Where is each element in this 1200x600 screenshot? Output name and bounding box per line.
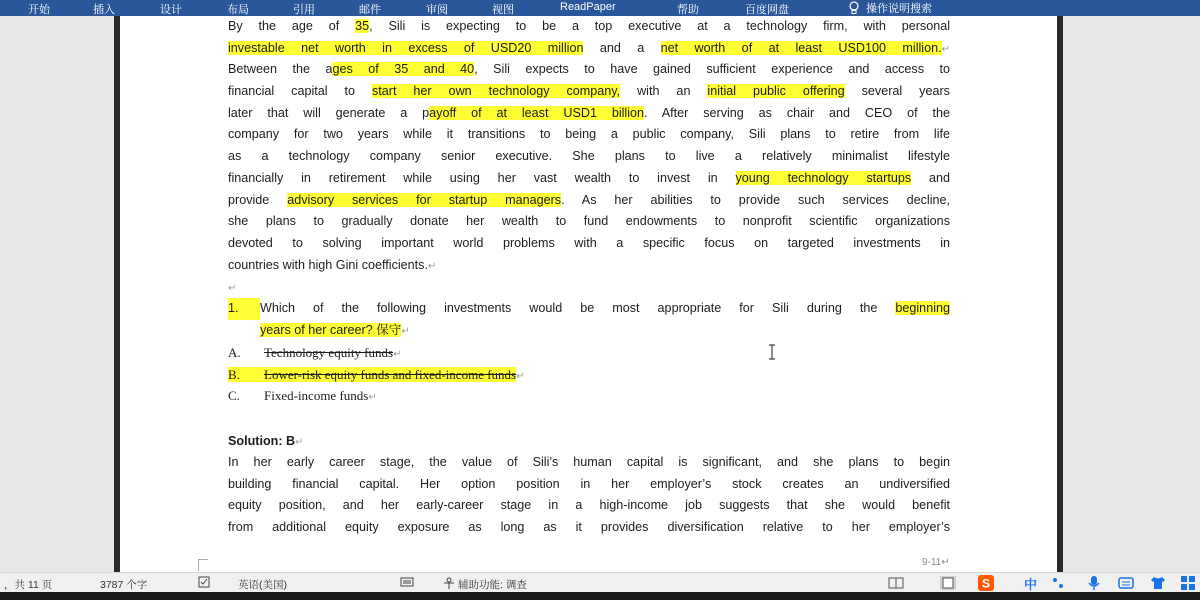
lightbulb-icon [848, 1, 860, 15]
paragraph-line [228, 255, 950, 277]
text-run: financially in retirement while using her vast wealth to invest in [228, 170, 736, 185]
text-run: and [911, 170, 951, 185]
svg-text:S: S [981, 576, 991, 591]
question-text-line2: years of her career? 保守 [260, 322, 402, 337]
solution-paragraph[interactable] [228, 452, 950, 539]
page-number: 9-11↵ [922, 557, 950, 568]
page-right-edge [1057, 16, 1063, 572]
solution-title-text: Solution: B [228, 434, 296, 448]
option-a[interactable] [228, 342, 401, 364]
status-bar [0, 572, 1200, 592]
highlighted-text: net worth of at least USD100 million. [660, 40, 942, 55]
document-workspace [0, 16, 1200, 572]
skin-shirt-icon[interactable] [1150, 575, 1166, 591]
option-a-letter: A. [228, 345, 241, 360]
text-run: as a technology company senior executive. She plans to live a relatively minimalist lifestyle [228, 149, 950, 164]
highlighted-text: ayoff of at least USD1 billion [429, 105, 645, 120]
sogou-input-icon[interactable] [978, 575, 994, 591]
tell-me-label: 操作说明搜索 [866, 3, 932, 15]
paragraph-mark: ↵ [401, 325, 410, 337]
paragraph-line [228, 16, 950, 38]
paragraph-line [228, 233, 950, 255]
tab-review[interactable]: 审阅 [426, 4, 448, 16]
paragraph-mark: ↵ [295, 437, 304, 448]
highlighted-text: advisory services for startup managers [287, 192, 562, 207]
footer-crop-mark [198, 559, 208, 571]
tab-help[interactable]: 帮助 [677, 4, 699, 16]
paragraph-line [228, 211, 950, 233]
paragraph-line [228, 59, 950, 81]
option-b[interactable] [228, 364, 524, 386]
macro-icon[interactable] [400, 576, 414, 588]
text-run: countries with high Gini coefficients. [228, 257, 428, 272]
language-indicator[interactable]: 英语(美国) [238, 579, 287, 591]
page-count[interactable]: ，共 11 页 [4, 579, 53, 591]
tab-insert[interactable]: 插入 [93, 4, 115, 16]
option-c-text: Fixed-income funds [264, 388, 369, 403]
highlighted-text: start her own technology company, [371, 84, 621, 99]
tell-me-search[interactable] [848, 0, 932, 16]
ime-mode-chinese[interactable]: 中 [1024, 577, 1038, 592]
document-page[interactable] [120, 16, 1057, 572]
paragraph-mark: ↵ [393, 349, 402, 360]
paragraph-line [228, 124, 950, 146]
text-run: , Sili is expecting to be a top executive at a technology firm, with personal [369, 19, 951, 33]
ribbon-tab-bar [0, 0, 1200, 16]
tab-readpaper[interactable]: ReadPaper [560, 1, 616, 13]
solution-line: In her early career stage, the value of Sili’s human capital is significant, and she plans to begin [228, 455, 950, 469]
paragraph-mark: ↵ [427, 260, 437, 272]
paragraph-line [228, 190, 950, 212]
tab-references[interactable]: 引用 [293, 4, 315, 16]
option-b-letter: B. [228, 367, 240, 382]
question-number: 1. [228, 298, 260, 320]
tab-layout[interactable]: 布局 [227, 4, 249, 16]
text-run: . After serving as chair and CEO of the [644, 105, 950, 120]
solution-line: from additional equity exposure as long as it provides diversification relative to her employer’s [228, 520, 950, 535]
option-a-text: Technology equity funds [264, 345, 394, 360]
tab-mailings[interactable]: 邮件 [359, 4, 381, 16]
empty-paragraph[interactable] [228, 277, 950, 299]
microphone-icon[interactable] [1086, 575, 1102, 591]
text-run: with an [620, 84, 708, 99]
text-run: several years [844, 84, 950, 99]
paragraph-mark: ↵ [941, 43, 950, 55]
option-c[interactable] [228, 385, 377, 407]
os-taskbar [0, 592, 1200, 600]
solution-title[interactable] [228, 431, 304, 453]
tab-design[interactable]: 设计 [160, 4, 182, 16]
text-run: and a [583, 40, 661, 55]
text-run: devoted to solving important world problems with a specific focus on targeted investments in [228, 235, 950, 250]
option-b-text: Lower-risk equity funds and fixed-income funds [264, 367, 517, 382]
accessibility-status[interactable]: 辅助功能: 调查 [458, 579, 527, 591]
tab-home[interactable]: 开始 [28, 4, 50, 16]
text-cursor-icon [768, 344, 776, 360]
text-run: she plans to gradually donate her wealth to fund endowments to nonprofit scientific organizations [228, 214, 950, 229]
print-layout-icon[interactable] [940, 576, 956, 590]
solution-line: equity position, and her early-career stage in a high-income job suggests that she would benefit [228, 498, 950, 513]
toolbox-icon[interactable] [1180, 575, 1196, 591]
keyboard-icon[interactable] [1118, 575, 1134, 591]
paragraph-line [228, 146, 950, 168]
highlighted-text: 35 [355, 19, 370, 33]
option-c-letter: C. [228, 388, 240, 403]
paragraph-line [228, 103, 950, 125]
highlighted-text: initial public offering [707, 84, 845, 99]
highlighted-text: ges of 35 and 40 [332, 62, 475, 77]
question-highlight-beginning: beginning [895, 301, 950, 315]
question-text-line1: Which of the following investments would be most appropriate for Sili during the [260, 301, 896, 315]
word-count[interactable]: 3787 个字 [100, 579, 148, 591]
paragraph-mark: ↵ [228, 283, 237, 294]
read-mode-icon[interactable] [888, 576, 904, 590]
proofing-icon[interactable] [198, 576, 212, 588]
highlighted-text: young technology startups [735, 170, 912, 185]
tab-view[interactable]: 视图 [492, 4, 514, 16]
paragraph-mark: ↵ [368, 392, 377, 403]
case-paragraph[interactable] [228, 16, 950, 276]
text-run: By the age of [228, 19, 356, 33]
punctuation-icon[interactable] [1050, 575, 1066, 591]
text-run: provide [228, 192, 288, 207]
text-run: , Sili expects to have gained sufficient experience and access to [474, 62, 950, 77]
accessibility-icon[interactable] [442, 576, 456, 590]
question-1[interactable] [228, 298, 950, 341]
text-run: company for two years while it transitions to being a public company, Sili plans to retire from life [228, 127, 950, 142]
text-run: Between the a [228, 62, 333, 77]
solution-line: building financial capital. Her option position in her employer’s stock creates an undiversified [228, 476, 950, 491]
paragraph-mark: ↵ [516, 371, 525, 382]
highlighted-text: investable net worth in excess of USD20 million [228, 40, 584, 55]
text-run: . As her abilities to provide such services decline, [561, 192, 951, 207]
paragraph-line [228, 168, 950, 190]
text-run: later that will generate a p [228, 105, 430, 120]
tab-baidu-netdisk[interactable]: 百度网盘 [745, 4, 789, 16]
text-run: financial capital to [228, 84, 372, 99]
paragraph-line [228, 81, 950, 103]
paragraph-line [228, 38, 950, 60]
